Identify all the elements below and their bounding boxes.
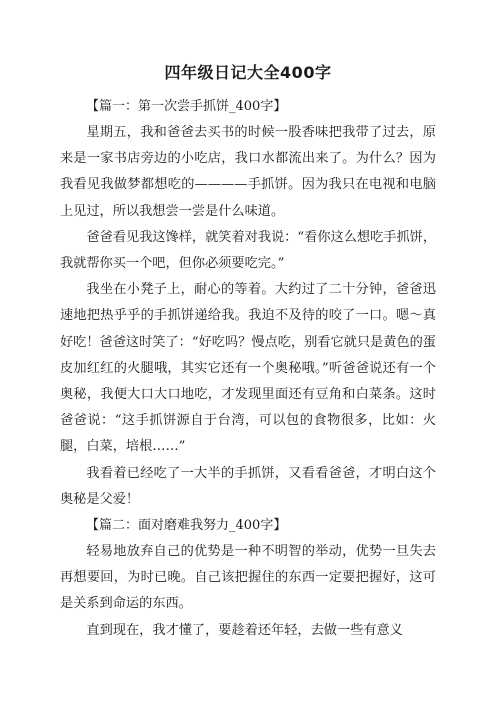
paragraph: 星期五，我和爸爸去买书的时候一股香味把我带了过去，原来是一家书店旁边的小吃店，我口水都流出来了。为什么？因为我看见我做梦都想吃的————手抓饼。因为我只在电视和电脑上见过，所以我想尝一尝是什么味道。: [60, 125, 436, 219]
paragraph: 我坐在小凳子上，耐心的等着。大约过了二十分钟，爸爸迅速地把热乎乎的手抓饼递给我。我迫不及待的咬了一口。嗯～真好吃！爸爸这时笑了：“好吃吗？慢点吃，别看它就只是黄色的蛋皮加红红的火腿哦，其实它还有一个奥秘哦。”听爸爸说还有一个奥秘，我便大口大口地吃，才发现里面还有豆角和白菜条。这时爸爸说：“这手抓饼源自于台湾，可以包的食物很多，比如：火腿，白菜，培根……”: [60, 282, 436, 455]
paragraph: 爸爸看见我这馋样，就笑着对我说：“看你这么想吃手抓饼，我就帮你买一个吧，但你必须要吃完。”: [60, 229, 437, 272]
section-heading: 【篇二：面对磨难我努力_400字】: [86, 518, 287, 534]
document-title: 四年级日记大全400字: [164, 63, 332, 82]
section-2: [60, 513, 436, 644]
section-1: [60, 94, 436, 513]
paragraph: 直到现在，我才懂了，要趁着还年轻，去做一些有意义: [86, 622, 403, 638]
paragraph: 我看着已经吃了一大半的手抓饼，又看看爸爸，才明白这个奥秘是父爱！: [60, 465, 436, 507]
paragraph: 轻易地放弃自己的优势是一种不明智的举动，优势一旦失去再想要回，为时已晚。自己该把握住的东西一定要把握好，这可是关系到命运的东西。: [60, 544, 436, 612]
section-heading: 【篇一：第一次尝手抓饼_400字】: [86, 99, 287, 114]
